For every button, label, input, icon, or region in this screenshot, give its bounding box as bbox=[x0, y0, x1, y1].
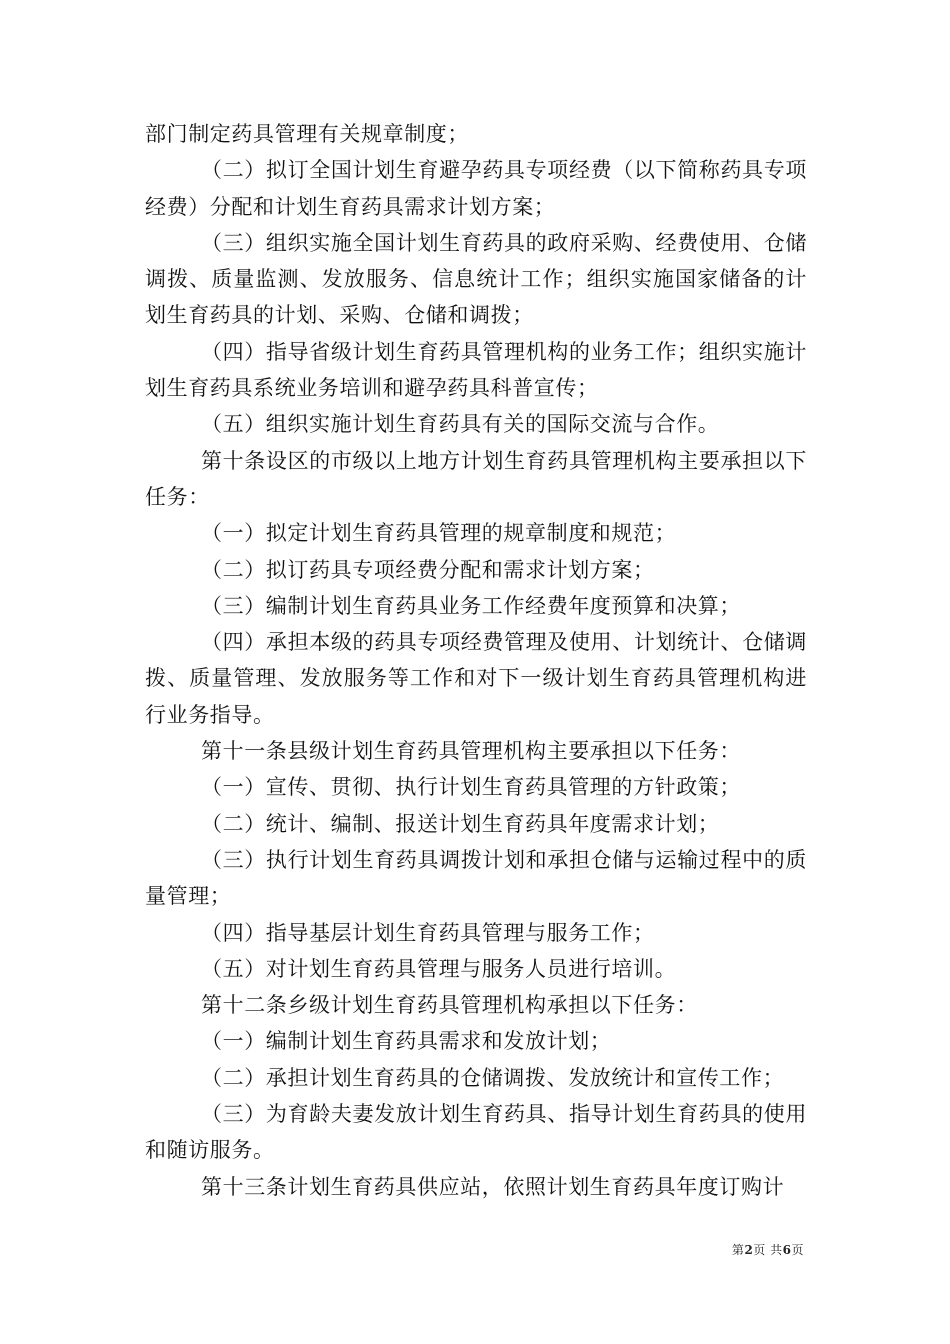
paragraph: （二）拟订全国计划生育避孕药具专项经费（以下简称药具专项经费）分配和计划生育药具需求计划方案； bbox=[145, 158, 807, 219]
total-pages-number: 6 bbox=[782, 1243, 792, 1257]
paragraph: （一）拟定计划生育药具管理的规章制度和规范； bbox=[201, 521, 677, 546]
document-body bbox=[145, 116, 807, 1205]
article-heading-paragraph: 第十二条乡级计划生育药具管理机构承担以下任务： bbox=[201, 993, 698, 1018]
article-heading-paragraph: 第十一条县级计划生育药具管理机构主要承担以下任务： bbox=[201, 739, 741, 764]
paragraph: （四）承担本级的药具专项经费管理及使用、计划统计、仓储调拨、质量管理、发放服务等工作和对下一级计划生育药具管理机构进行业务指导。 bbox=[145, 630, 807, 727]
article-heading-paragraph: 第十三条计划生育药具供应站，依照计划生育药具年度订购计 bbox=[201, 1174, 785, 1199]
paragraph: （一）编制计划生育药具需求和发放计划； bbox=[201, 1029, 612, 1054]
paragraph: （三）组织实施全国计划生育药具的政府采购、经费使用、仓储调拨、质量监测、发放服务、信息统计工作；组织实施国家储备的计划生育药具的计划、采购、仓储和调拨； bbox=[145, 230, 807, 328]
paragraph: （二）拟订药具专项经费分配和需求计划方案； bbox=[201, 557, 655, 582]
paragraph: （五）对计划生育药具管理与服务人员进行培训。 bbox=[201, 956, 677, 981]
paragraph: （五）组织实施计划生育药具有关的国际交流与合作。 bbox=[201, 412, 720, 437]
paragraph: （二）统计、编制、报送计划生育药具年度需求计划； bbox=[201, 811, 720, 836]
footer-suffix: 页 bbox=[791, 1243, 804, 1257]
paragraph: （三）执行计划生育药具调拨计划和承担仓储与运输过程中的质量管理； bbox=[145, 847, 807, 909]
paragraph: 部门制定药具管理有关规章制度； bbox=[145, 122, 469, 146]
paragraph: （二）承担计划生育药具的仓储调拨、发放统计和宣传工作； bbox=[201, 1065, 785, 1090]
footer-prefix: 第 bbox=[731, 1243, 745, 1257]
paragraph: （三）编制计划生育药具业务工作经费年度预算和决算； bbox=[201, 593, 741, 618]
paragraph: （三）为育龄夫妻发放计划生育药具、指导计划生育药具的使用和随访服务。 bbox=[145, 1102, 807, 1163]
paragraph: （一）宣传、贯彻、执行计划生育药具管理的方针政策； bbox=[201, 775, 741, 800]
paragraph: （四）指导基层计划生育药具管理与服务工作； bbox=[201, 920, 655, 945]
footer-middle: 页 共 bbox=[753, 1243, 783, 1257]
article-heading-paragraph: 第十条设区的市级以上地方计划生育药具管理机构主要承担以下任务： bbox=[145, 448, 807, 509]
current-page-number: 2 bbox=[744, 1243, 754, 1257]
page-number-footer bbox=[732, 1241, 804, 1258]
paragraph: （四）指导省级计划生育药具管理机构的业务工作；组织实施计划生育药具系统业务培训和避孕药具科普宣传； bbox=[145, 339, 807, 401]
